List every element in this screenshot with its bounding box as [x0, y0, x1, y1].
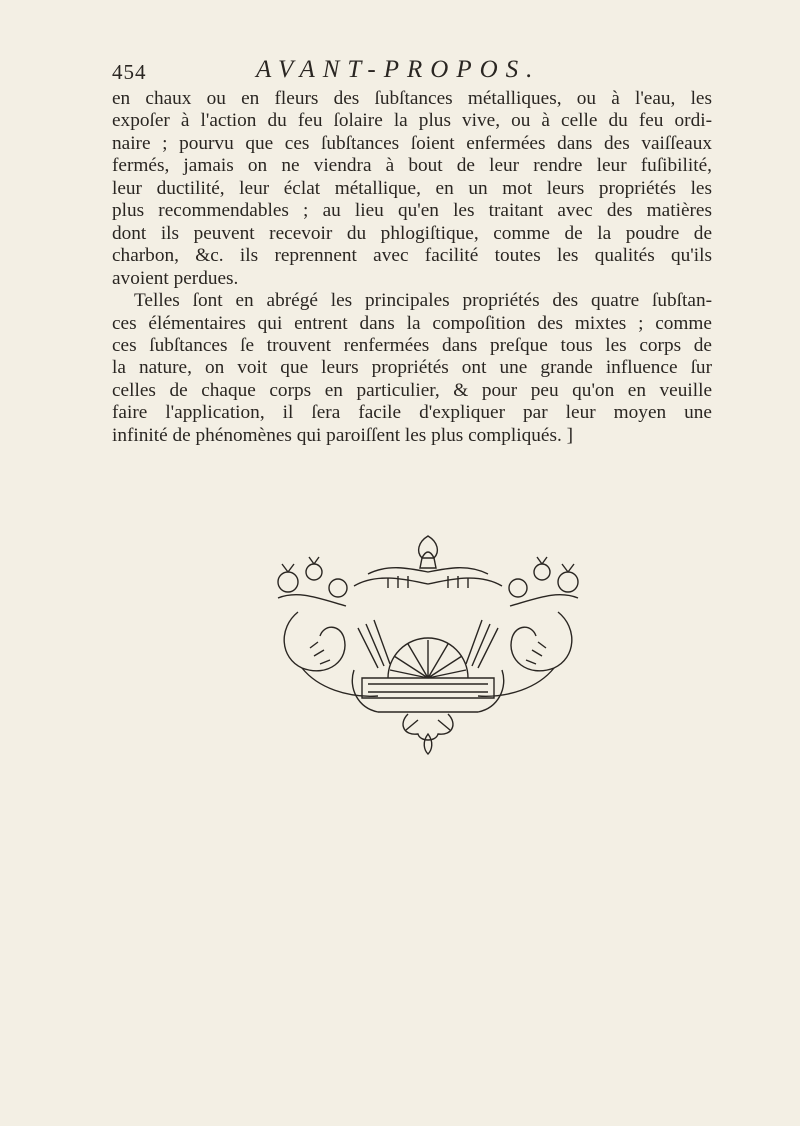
text-line: ces élémentaires qui entrent dans la compoſition des mixtes ; comme: [112, 312, 712, 334]
text-line: charbon, &c. ils reprennent avec facilité toutes les qualités qu'ils: [112, 245, 712, 267]
body-text: [112, 88, 712, 447]
text-line: faire l'application, il ſera facile d'expliquer par leur moyen une: [112, 402, 712, 424]
text-line: avoient perdues.: [112, 267, 239, 289]
text-line: Telles ſont en abrégé les principales propriétés des quatre ſubſtan-: [134, 290, 712, 312]
text-line: celles de chaque corps en particulier, & pour peu qu'on en veuille: [112, 379, 712, 401]
text-line: infinité de phénomènes qui paroiſſent les plus compliqués. ]: [112, 424, 574, 446]
tailpiece-ornament-icon: [258, 528, 598, 758]
text-line: ces ſubſtances ſe trouvent renfermées dans preſque tous les corps de: [112, 334, 712, 356]
text-line: la nature, on voit que leurs propriétés ont une grande influence ſur: [112, 357, 712, 379]
text-line: leur ductilité, leur éclat métallique, en un mot leurs propriétés les: [112, 177, 712, 199]
page-header: [112, 56, 582, 92]
paragraph-2: [112, 290, 712, 447]
text-line: en chaux ou en fleurs des ſubſtances métalliques, ou à l'eau, les: [112, 88, 712, 109]
running-head: AVANT-PROPOS.: [256, 56, 541, 83]
text-line: naire ; pourvu que ces ſubſtances ſoient enfermées dans des vaiſſeaux: [112, 132, 712, 154]
paragraph-1: [112, 88, 712, 290]
text-line: plus recommendables ; au lieu qu'en les traitant avec des matières: [112, 200, 712, 222]
text-line: dont ils peuvent recevoir du phlogiſtique, comme de la poudre de: [112, 222, 712, 244]
text-line: expoſer à l'action du feu ſolaire la plus vive, ou à celle du feu ordi-: [112, 110, 712, 132]
page-number: 454: [112, 60, 147, 84]
text-line: fermés, jamais on ne viendra à bout de leur rendre leur fuſibilité,: [112, 155, 712, 177]
